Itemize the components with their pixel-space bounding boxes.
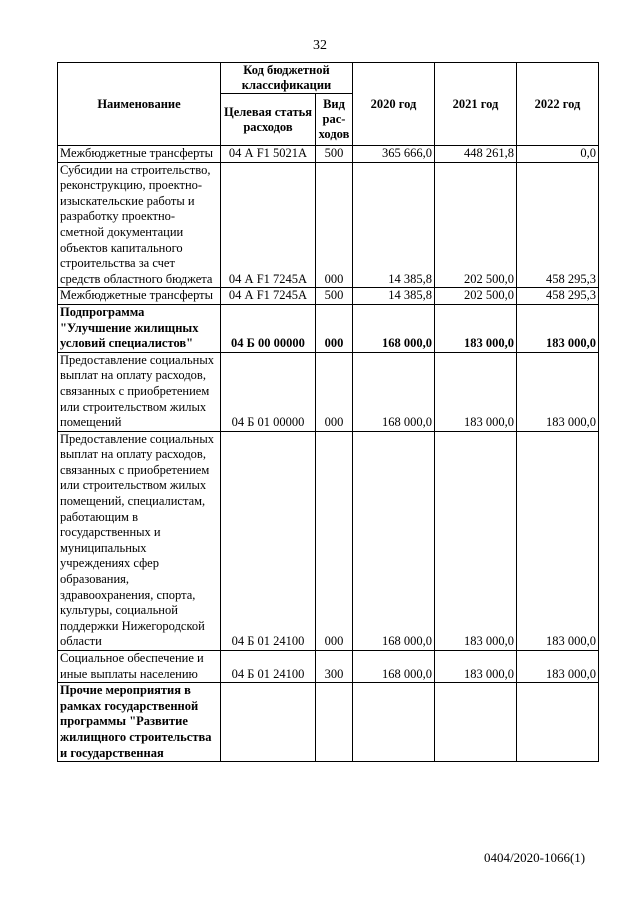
row-name: Предоставление социальных выплат на оплату расходов, связанных с приобретением или строительством жилых помещений: [58, 352, 221, 431]
row-target-code: 04 А F1 7245А: [221, 288, 316, 305]
budget-table: [57, 62, 599, 762]
header-target: Целевая статья расходов: [221, 94, 316, 146]
header-kind: Вид рас- ходов: [316, 94, 353, 146]
row-target-code: [221, 683, 316, 762]
row-2020-value: 168 000,0: [353, 431, 435, 650]
row-2022-value: 183 000,0: [517, 352, 599, 431]
page-number: 32: [313, 38, 327, 53]
header-2021: 2021 год: [435, 63, 517, 146]
row-target-code: 04 Б 00 00000: [221, 304, 316, 352]
header-code-group: Код бюджетной классификации: [221, 63, 353, 94]
table-row: [58, 288, 599, 305]
row-2020-value: 168 000,0: [353, 304, 435, 352]
row-2022-value: 458 295,3: [517, 162, 599, 288]
row-name: Предоставление социальных выплат на оплату расходов, связанных с приобретением или строительством жилых помещений, специалистам, работающим в государственных и муниципальных учреждениях сфер образования, здравоохранения, спорта, культуры, социальной поддержки Нижегородской области: [58, 431, 221, 650]
table-row: [58, 431, 599, 650]
row-name: Социальное обеспечение и иные выплаты населению: [58, 651, 221, 683]
table-row: [58, 651, 599, 683]
row-2022-value: 0,0: [517, 146, 599, 163]
row-kind-code: [316, 683, 353, 762]
row-target-code: 04 Б 01 24100: [221, 431, 316, 650]
row-kind-code: 000: [316, 431, 353, 650]
table-body: [58, 146, 599, 762]
row-2021-value: 202 500,0: [435, 288, 517, 305]
row-2020-value: 365 666,0: [353, 146, 435, 163]
row-kind-code: 500: [316, 288, 353, 305]
row-2020-value: 14 385,8: [353, 288, 435, 305]
document-code: 0404/2020-1066(1): [484, 850, 586, 865]
row-name: Межбюджетные трансферты: [58, 146, 221, 163]
row-name: Межбюджетные трансферты: [58, 288, 221, 305]
row-2021-value: 183 000,0: [435, 431, 517, 650]
row-kind-code: 300: [316, 651, 353, 683]
header-2022: 2022 год: [517, 63, 599, 146]
row-2021-value: 183 000,0: [435, 651, 517, 683]
table-row: [58, 352, 599, 431]
row-2020-value: 14 385,8: [353, 162, 435, 288]
row-2020-value: [353, 683, 435, 762]
row-name: Субсидии на строительство, реконструкцию, проектно-изыскательские работы и разработку проектно-сметной документации объектов капитального строительства за счет средств областного бюджета: [58, 162, 221, 288]
row-2022-value: [517, 683, 599, 762]
table-row: [58, 162, 599, 288]
table-row: [58, 304, 599, 352]
row-kind-code: 000: [316, 304, 353, 352]
row-target-code: 04 А F1 7245А: [221, 162, 316, 288]
row-2021-value: 183 000,0: [435, 352, 517, 431]
row-target-code: 04 А F1 5021А: [221, 146, 316, 163]
header-2020: 2020 год: [353, 63, 435, 146]
row-2020-value: 168 000,0: [353, 352, 435, 431]
row-kind-code: 000: [316, 162, 353, 288]
row-name: Прочие мероприятия в рамках государственной программы "Развитие жилищного строительства и государственная: [58, 683, 221, 762]
row-name: Подпрограмма "Улучшение жилищных условий специалистов": [58, 304, 221, 352]
row-kind-code: 500: [316, 146, 353, 163]
row-target-code: 04 Б 01 00000: [221, 352, 316, 431]
row-2021-value: 183 000,0: [435, 304, 517, 352]
table-row: [58, 683, 599, 762]
table-row: [58, 146, 599, 163]
row-2022-value: 458 295,3: [517, 288, 599, 305]
row-2021-value: 202 500,0: [435, 162, 517, 288]
row-2022-value: 183 000,0: [517, 304, 599, 352]
row-2021-value: [435, 683, 517, 762]
row-target-code: 04 Б 01 24100: [221, 651, 316, 683]
row-kind-code: 000: [316, 352, 353, 431]
row-2022-value: 183 000,0: [517, 651, 599, 683]
row-2021-value: 448 261,8: [435, 146, 517, 163]
header-name: Наименование: [58, 63, 221, 146]
row-2022-value: 183 000,0: [517, 431, 599, 650]
row-2020-value: 168 000,0: [353, 651, 435, 683]
